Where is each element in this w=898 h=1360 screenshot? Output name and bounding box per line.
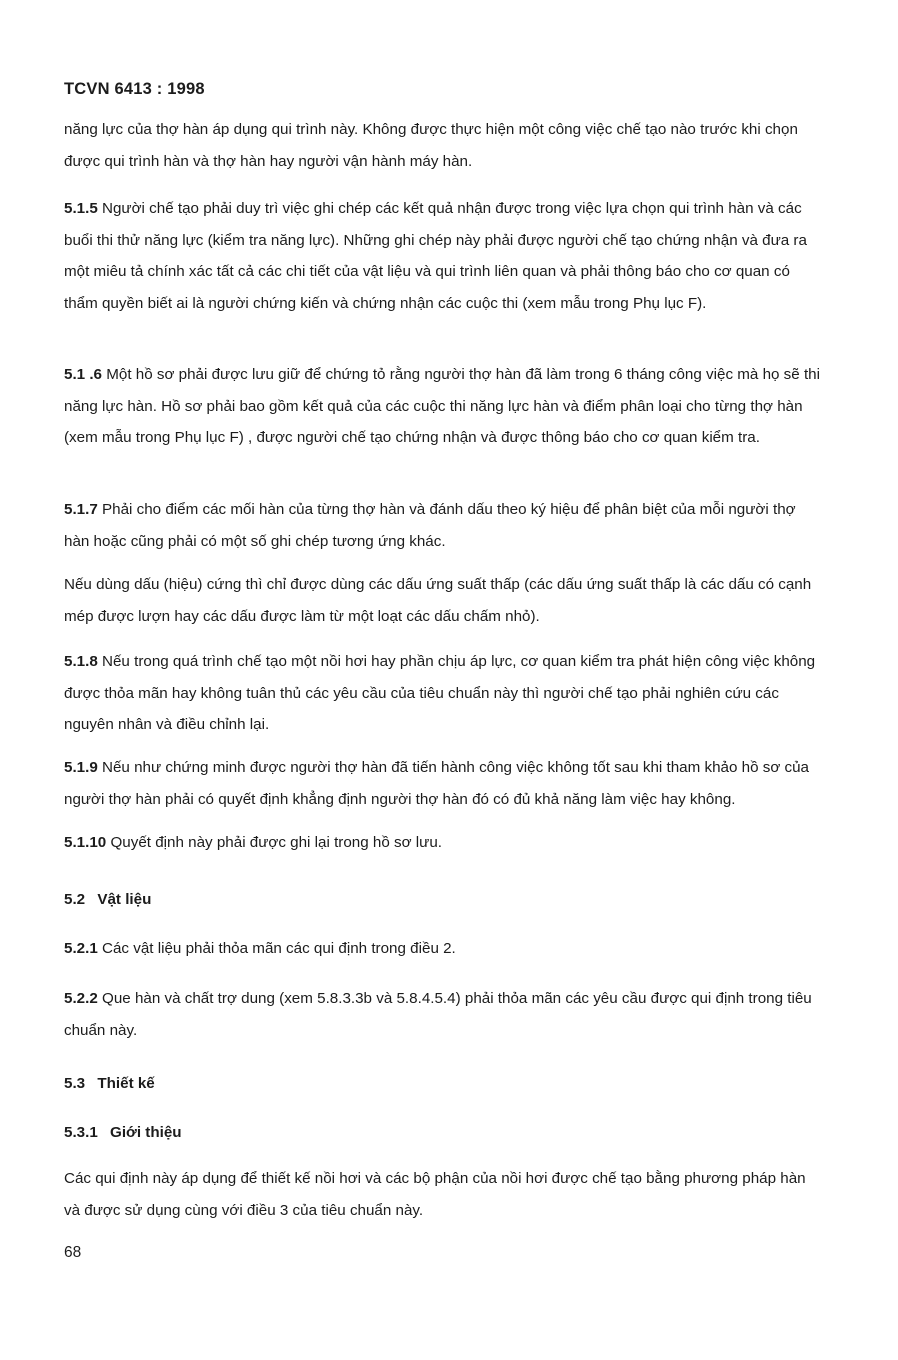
section-number: 5.3.1 — [64, 1124, 98, 1141]
paragraph-text: năng lực của thợ hàn áp dụng qui trình này. Không được thực hiện một công việc chế tạo nào trước khi chọn được qui trình hàn và thợ hàn hay người vận hành máy hàn. — [64, 121, 798, 170]
standard-header: TCVN 6413 : 1998 — [64, 80, 205, 98]
paragraph — [64, 569, 824, 632]
paragraph-text: Quyết định này phải được ghi lại trong hồ sơ lưu. — [110, 834, 442, 851]
paragraph-text: Nếu trong quá trình chế tạo một nồi hơi hay phần chịu áp lực, cơ quan kiểm tra phát hiện công việc không được thỏa mãn hay không tuân thủ các yêu cầu của tiêu chuẩn này thì người chế tạo phải nghiên cứu các nguyên nhân và điều chỉnh lại. — [64, 653, 816, 733]
paragraph-5-1-7 — [64, 494, 824, 557]
section-number: 5.3 — [64, 1075, 86, 1092]
page-number: 68 — [64, 1244, 82, 1261]
clause-number: 5.1.9 — [64, 759, 98, 776]
clause-number: 5.1.10 — [64, 834, 107, 851]
paragraph-5-1-6 — [64, 359, 824, 454]
clause-number: 5.1.8 — [64, 653, 98, 670]
paragraph-text: Que hàn và chất trợ dung (xem 5.8.3.3b và 5.8.4.5.4) phải thỏa mãn các yêu cầu được qui định trong tiêu chuẩn này. — [64, 990, 812, 1039]
paragraph-text: Một hồ sơ phải được lưu giữ để chứng tỏ rằng người thợ hàn đã làm trong 6 tháng công việc mà họ sẽ thi năng lực hàn. Hồ sơ phải bao gồm kết quả của các cuộc thi năng lực hàn và điểm phân loại cho từng thợ hàn (xem mẫu trong Phụ lục F) , được người chế tạo chứng nhận và được thông báo cho cơ quan kiểm tra. — [64, 366, 820, 446]
clause-number: 5.1.7 — [64, 501, 98, 518]
clause-number: 5.1 .6 — [64, 366, 102, 383]
paragraph-text: Các qui định này áp dụng để thiết kế nồi hơi và các bộ phận của nồi hơi được chế tạo bằng phương pháp hàn và được sử dụng cùng với điều 3 của tiêu chuẩn này. — [64, 1170, 806, 1219]
section-title: Vật liệu — [97, 891, 152, 908]
paragraph-text: Người chế tạo phải duy trì việc ghi chép các kết quả nhận được trong việc lựa chọn qui trình hàn và các buổi thi thử năng lực (kiểm tra năng lực). Những ghi chép này phải được người chế tạo chứng nhận và đưa ra một miêu tả chính xác tất cả các chi tiết của vật liệu và qui trình liên quan và phải thông báo cho cơ quan có thẩm quyền biết ai là người chứng kiến và chứng nhận các cuộc thi (xem mẫu trong Phụ lục F). — [64, 200, 807, 312]
paragraph-5-2-2 — [64, 983, 824, 1046]
paragraph-5-1-5 — [64, 193, 824, 319]
paragraph-text: Các vật liệu phải thỏa mãn các qui định trong điều 2. — [102, 940, 456, 957]
clause-number: 5.2.2 — [64, 990, 98, 1007]
paragraph-text: Nếu như chứng minh được người thợ hàn đã tiến hành công việc không tốt sau khi tham khảo hồ sơ của người thợ hàn phải có quyết định khẳng định người thợ hàn đó có đủ khả năng làm việc hay không. — [64, 759, 809, 808]
paragraph-text: Phải cho điểm các mối hàn của từng thợ hàn và đánh dấu theo ký hiệu để phân biệt của mỗi người thợ hàn hoặc cũng phải có một số ghi chép tương ứng khác. — [64, 501, 796, 550]
section-number: 5.2 — [64, 891, 86, 908]
clause-number: 5.2.1 — [64, 940, 98, 957]
section-heading-5-3-1 — [64, 1124, 182, 1141]
paragraph-5-1-8 — [64, 646, 824, 741]
section-heading-5-3 — [64, 1075, 155, 1092]
paragraph — [64, 1163, 824, 1226]
paragraph — [64, 114, 824, 177]
paragraph-5-2-1 — [64, 933, 824, 965]
paragraph-5-1-9 — [64, 752, 824, 815]
paragraph-5-1-10 — [64, 827, 824, 859]
paragraph-text: Nếu dùng dấu (hiệu) cứng thì chỉ được dùng các dấu ứng suất thấp (các dấu ứng suất thấp là các dấu có cạnh mép được lượn hay các dấu được làm từ một loạt các dấu chấm nhỏ). — [64, 576, 812, 625]
section-heading-5-2 — [64, 891, 151, 908]
section-title: Giới thiệu — [110, 1124, 182, 1141]
section-title: Thiết kế — [97, 1075, 155, 1092]
clause-number: 5.1.5 — [64, 200, 98, 217]
